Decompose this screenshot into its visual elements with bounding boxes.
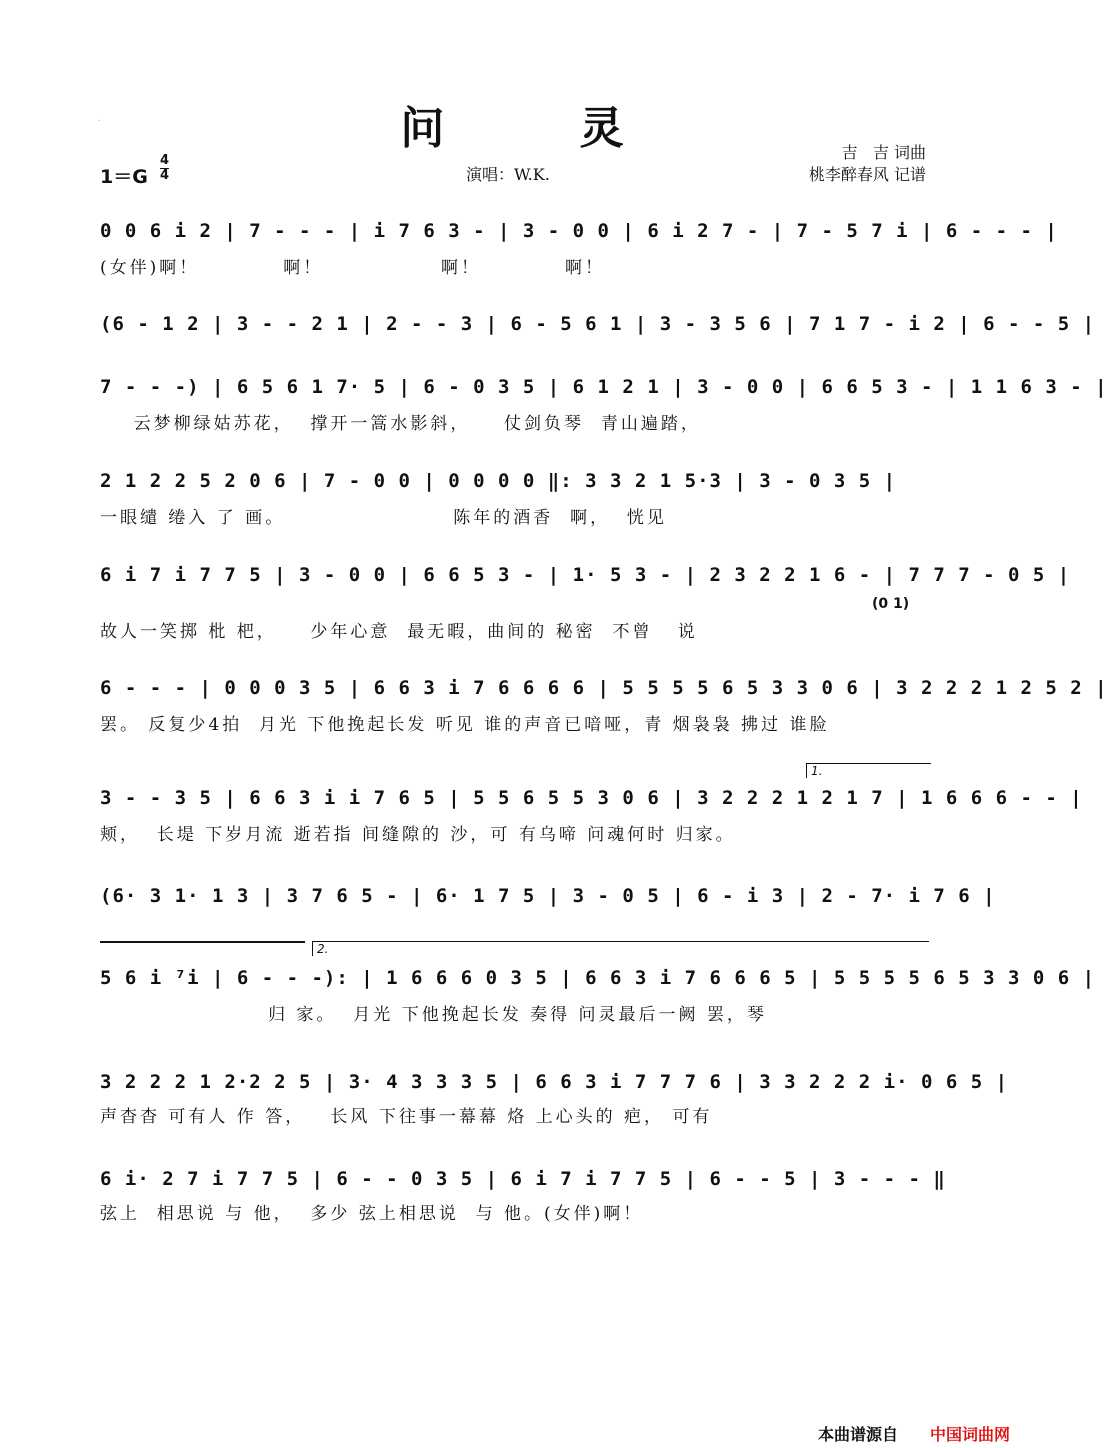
alternate-notes: (0 1) — [872, 596, 910, 612]
notation-row-8: (6· 3 1· 1 3 | 3 7 6 5 - | 6· 1 7 5 | 3 - 0 5 | 6 - i 3 | 2 - 7· i 7 6 | — [100, 885, 996, 907]
lyrics-row-10: 声杳杳 可有人 作 答， 长风 下往事一幕幕 烙 上心头的 疤， 可有 — [100, 1107, 713, 1127]
lyrics-row-5: 故人一笑掷 枇 杷， 少年心意 最无暇，曲间的 秘密 不曾 说 — [100, 622, 698, 642]
lyrics-row-7: 颊， 长堤 下岁月流 逝若指 间缝隙的 沙，可 有乌啼 问魂何时 归家。 — [100, 825, 736, 845]
volta-bracket-line — [100, 941, 305, 943]
lyrics-row-11: 弦上 相思说 与 他， 多少 弦上相思说 与 他。(女伴)啊！ — [100, 1204, 644, 1224]
key-signature: 1＝G — [100, 166, 148, 188]
notation-row-4: 2 1 2 2 5 2 0 6 | 7 - 0 0 | 0 0 0 0 ‖: 3 3 2 1 5·3 | 3 - 0 3 5 | — [100, 470, 897, 492]
notation-row-5: 6 i 7 i 7 7 5 | 3 - 0 0 | 6 6 5 3 - | 1· 5 3 - | 2 3 2 2 1 6 - | 7 7 7 - 0 5 | — [100, 564, 1071, 586]
notation-row-9: 5 6 i ⁷i | 6 - - -): | 1 6 6 6 0 3 5 | 6 6 3 i 7 6 6 6 5 | 5 5 5 5 6 5 3 3 0 6 | — [100, 967, 1096, 989]
lyrics-row-3: 云梦柳绿姑苏花， 撑开一篙水影斜， 仗剑负琴 青山遍踏， — [100, 414, 701, 434]
notation-row-6: 6 - - - | 0 0 0 3 5 | 6 6 3 i 7 6 6 6 6 | 5 5 5 5 6 5 3 3 0 6 | 3 2 2 2 1 2 5 2 | — [100, 677, 1108, 699]
lyrics-row-4: 一眼缱 绻入 了 画。 陈年的酒香 啊， 恍见 — [100, 508, 667, 528]
time-signature-bottom: 4 — [160, 168, 170, 183]
notation-row-10: 3 2 2 2 1 2·2 2 5 | 3· 4 3 3 3 5 | 6 6 3 i 7 7 7 6 | 3 3 2 2 2 i· 0 6 5 | — [100, 1071, 1009, 1093]
lyrics-row-9: 归 家。 月光 下他挽起长发 奏得 问灵最后一阙 罢，琴 — [100, 1005, 767, 1025]
time-signature — [160, 154, 169, 183]
volta-second-ending: 2. — [312, 941, 929, 956]
composer-credit: 吉 吉 词曲 — [841, 143, 926, 162]
notation-row-7: 3 - - 3 5 | 6 6 3 i i 7 6 5 | 5 5 6 5 5 3 0 6 | 3 2 2 2 1 2 1 7 | 1 6 6 6 - - | — [100, 787, 1083, 809]
source-label: 本曲谱源自 — [818, 1425, 899, 1444]
notation-row-2: (6 - 1 2 | 3 - - 2 1 | 2 - - 3 | 6 - 5 6 1 | 3 - 3 5 6 | 7 1 7 - i 2 | 6 - - 5 | — [100, 313, 1096, 335]
page-title: 问 灵 — [400, 103, 684, 154]
time-signature-top: 4 — [160, 153, 170, 168]
notation-row-1: 0 0 6 i 2 | 7 - - - | i 7 6 3 - | 3 - 0 0 | 6 i 2 7 - | 7 - 5 7 i | 6 - - - | — [100, 220, 1058, 242]
volta-first-ending: 1. — [806, 763, 931, 778]
site-link[interactable]: 中国词曲网 — [930, 1425, 1011, 1444]
transcriber-credit: 桃李醉春风 记谱 — [808, 165, 926, 184]
lyrics-row-6: 罢。 反复少4拍 月光 下他挽起长发 听见 谁的声音已喑哑，青 烟袅袅 拂过 谁脸 — [100, 715, 830, 735]
lyrics-row-1: (女伴)啊！ 啊！ 啊！ 啊！ — [100, 258, 605, 278]
decorative-dot: . — [98, 114, 101, 123]
notation-row-11: 6 i· 2 7 i 7 7 5 | 6 - - 0 3 5 | 6 i 7 i 7 7 5 | 6 - - 5 | 3 - - - ‖ — [100, 1168, 946, 1190]
singer-credit: 演唱：W.K. — [466, 165, 550, 184]
notation-row-3: 7 - - -) | 6 5 6 1 7· 5 | 6 - 0 3 5 | 6 1 2 1 | 3 - 0 0 | 6 6 5 3 - | 1 1 6 3 - | — [100, 376, 1108, 398]
